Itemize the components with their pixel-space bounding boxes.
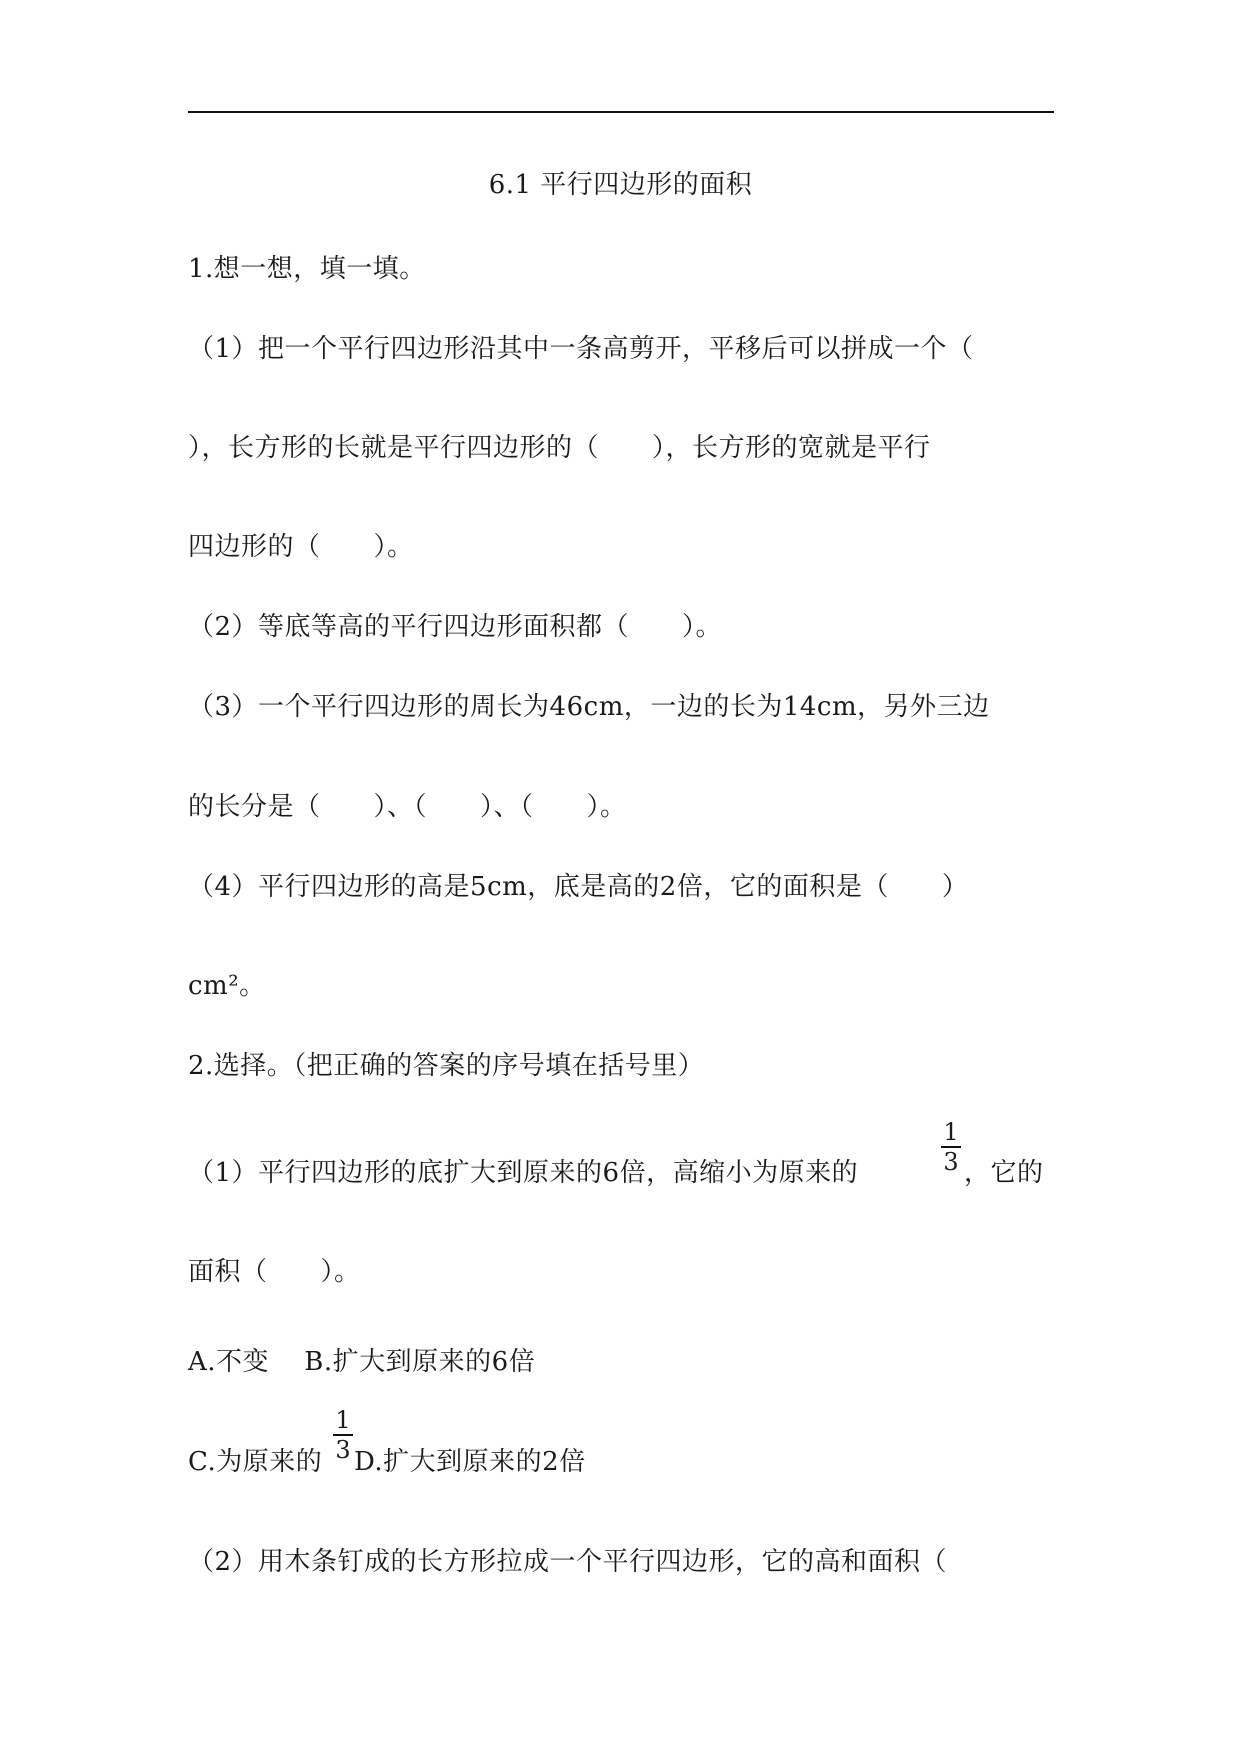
q1-p4-line2: cm²。: [188, 971, 266, 1001]
q1-p1-line2: ），长方形的长就是平行四边形的（ ），长方形的宽就是平行: [188, 433, 931, 463]
q2-p1-line1-end: ，它的: [964, 1158, 1044, 1188]
q1-p3-line2: 的长分是（ ）、（ ）、（ ）。: [188, 792, 627, 822]
fraction-one-third-option-c: [332, 1408, 354, 1462]
q2-p1-line2: 面积（ ）。: [188, 1257, 361, 1287]
q2-options-a-b: A.不变 B.扩大到原来的6倍: [188, 1347, 536, 1377]
q1-p4-line1: （4）平行四边形的高是5cm，底是高的2倍，它的面积是（ ）: [188, 872, 969, 902]
fraction-denominator: 3: [943, 1148, 959, 1176]
q1-p1-line3: 四边形的（ ）。: [188, 532, 414, 562]
q2-p1-line1: （1）平行四边形的底扩大到原来的6倍，高缩小为原来的: [188, 1158, 859, 1188]
q2-p2-line1: （2）用木条钉成的长方形拉成一个平行四边形，它的高和面积（: [188, 1547, 948, 1577]
fraction-numerator: 1: [335, 1406, 351, 1434]
fraction-one-third: [940, 1120, 962, 1174]
q1-heading: 1.想一想，填一填。: [188, 254, 426, 284]
q1-p3-line1: （3）一个平行四边形的周长为46cm，一边的长为14cm，另外三边: [188, 692, 990, 722]
q2-option-d: D.扩大到原来的2倍: [354, 1447, 586, 1477]
q2-heading: 2.选择。（把正确的答案的序号填在括号里）: [188, 1051, 705, 1081]
q1-p1-line1: （1）把一个平行四边形沿其中一条高剪开，平移后可以拼成一个（: [188, 334, 974, 364]
q1-p2: （2）等底等高的平行四边形面积都（ ）。: [188, 612, 723, 642]
fraction-numerator: 1: [943, 1118, 959, 1146]
header-rule: [188, 111, 1054, 113]
fraction-denominator: 3: [335, 1436, 351, 1464]
page-title: 6.1 平行四边形的面积: [488, 170, 753, 200]
q2-option-c: C.为原来的: [188, 1447, 323, 1477]
